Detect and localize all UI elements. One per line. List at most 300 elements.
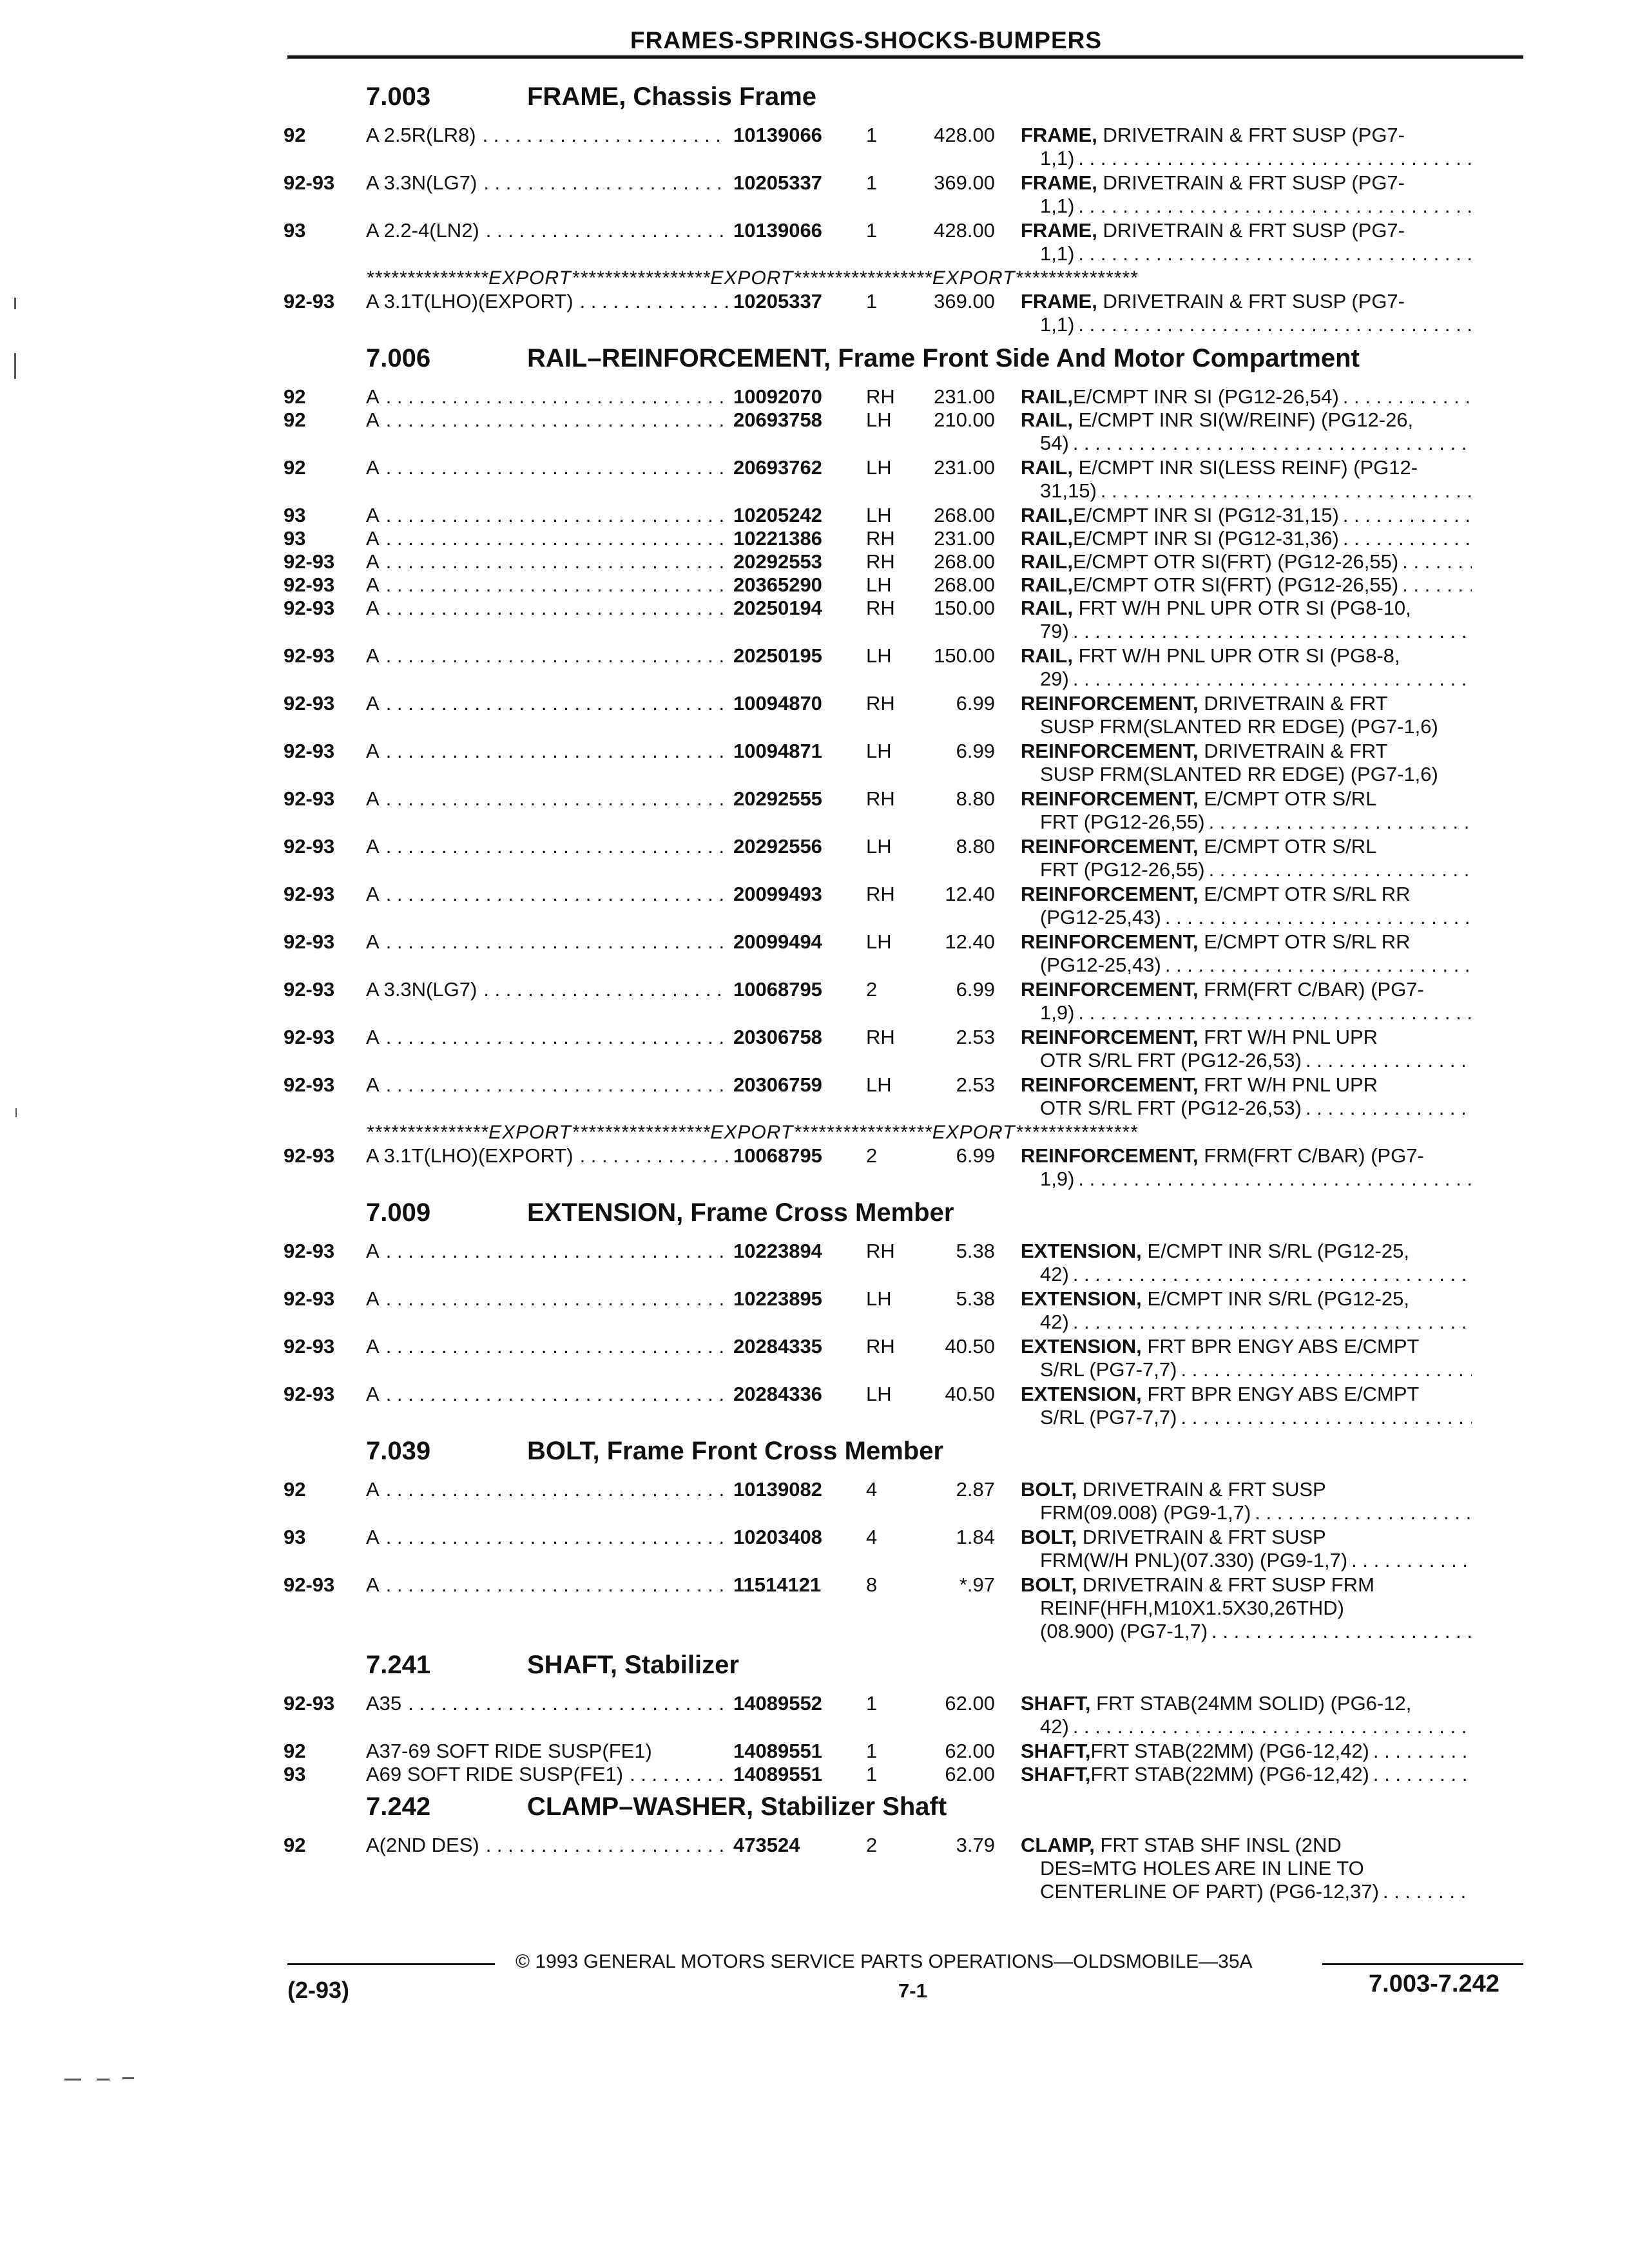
application-text: A (366, 787, 380, 810)
dot-leader (1073, 1311, 1472, 1334)
description-category: BOLT, (1021, 1573, 1077, 1596)
description-category: REINFORCEMENT, (1021, 978, 1199, 1001)
description (995, 597, 1472, 643)
description-text: E/CMPT INR S/RL (PG12-25, (1147, 1287, 1409, 1310)
dot-leader (408, 1692, 728, 1715)
dot-leader (1073, 1263, 1472, 1286)
description-category: REINFORCEMENT, (1021, 930, 1199, 953)
price: 231.00 (934, 527, 995, 550)
description-line (1021, 883, 1472, 906)
model-year: 92-93 (284, 1573, 335, 1596)
part-number: 10139082 (733, 1478, 822, 1501)
description-line (1021, 1001, 1472, 1024)
part-number: 20292553 (733, 550, 822, 573)
application-text: A 2.5R(LR8) (366, 124, 476, 146)
section-header (284, 1192, 1540, 1240)
description-text: REINF(HFH,M10X1.5X30,26THD) (1040, 1597, 1345, 1619)
price: 40.50 (945, 1383, 995, 1405)
description-line (1021, 573, 1472, 597)
description (995, 456, 1472, 503)
description-category: RAIL, (1021, 408, 1073, 431)
description-line (1021, 620, 1472, 643)
application (366, 527, 728, 550)
description-text: 42) (1040, 1263, 1069, 1285)
price: 6.99 (956, 740, 995, 762)
description (995, 787, 1472, 834)
application (366, 1335, 728, 1358)
description (995, 1478, 1472, 1524)
application (366, 1240, 728, 1263)
dot-leader (483, 171, 728, 195)
description-text: E/CMPT OTR SI(FRT) (PG12-26,55) (1072, 573, 1399, 596)
description (995, 171, 1472, 218)
dot-leader (1343, 504, 1472, 527)
description (995, 1026, 1472, 1072)
description-line (1021, 740, 1472, 763)
part-number: 10223894 (733, 1240, 822, 1262)
export-divider: ***************EXPORT*****************EXPORT*****************EXPORT*************** (366, 1122, 1138, 1143)
dot-leader (1078, 242, 1472, 265)
part-row (284, 1763, 1540, 1786)
part-number: 20250195 (733, 644, 822, 667)
description (995, 573, 1472, 597)
application (366, 573, 728, 597)
export-divider: ***************EXPORT*****************EXPORT*****************EXPORT*************** (366, 267, 1138, 289)
dot-leader (1209, 811, 1472, 834)
description-text: FRT (PG12-26,55) (1040, 811, 1205, 833)
description-line (1021, 479, 1472, 503)
model-year: 92-93 (284, 883, 335, 905)
description-category: REINFORCEMENT, (1021, 1144, 1199, 1167)
description-text: 1,1) (1040, 242, 1075, 265)
section-title: CLAMP–WASHER, Stabilizer Shaft (527, 1792, 947, 1821)
quantity: 8 (866, 1573, 878, 1596)
quantity: LH (866, 930, 892, 953)
model-year: 92-93 (284, 290, 335, 312)
application (366, 883, 728, 906)
quantity: 1 (866, 1763, 878, 1785)
part-row (284, 573, 1540, 597)
description-line (1021, 550, 1472, 573)
model-year: 92 (284, 1834, 306, 1856)
quantity: RH (866, 527, 895, 550)
description-text: SUSP FRM(SLANTED RR EDGE) (PG7-1,6) (1040, 715, 1438, 738)
description-line (1021, 763, 1472, 786)
dot-leader (1078, 313, 1472, 336)
application (366, 835, 728, 858)
section-title: BOLT, Frame Front Cross Member (527, 1437, 944, 1465)
price: 2.53 (956, 1073, 995, 1096)
price: 268.00 (934, 504, 995, 526)
description-line (1021, 787, 1472, 811)
part-row (284, 1240, 1540, 1286)
description (995, 1287, 1472, 1334)
part-number: 20693758 (733, 408, 822, 431)
description-category: EXTENSION, (1021, 1287, 1142, 1310)
part-number: 473524 (733, 1834, 800, 1856)
quantity: 1 (866, 171, 878, 194)
price: 2.87 (956, 1478, 995, 1501)
description-line (1021, 313, 1472, 336)
part-row (284, 1573, 1540, 1643)
description-category: RAIL, (1021, 385, 1073, 408)
application-text: A 3.1T(LHO)(EXPORT) (366, 1144, 574, 1167)
quantity: 1 (866, 124, 878, 146)
part-row (284, 1073, 1540, 1120)
description-line (1021, 858, 1472, 881)
description-text: CENTERLINE OF PART) (PG6-12,37) (1040, 1880, 1379, 1903)
dot-leader (630, 1763, 728, 1786)
dot-leader (386, 385, 728, 408)
description-text: 1,9) (1040, 1168, 1075, 1190)
model-year: 92-93 (284, 835, 335, 858)
dot-leader (1343, 527, 1472, 550)
dot-leader (1078, 147, 1472, 170)
dot-leader (1078, 195, 1472, 218)
dot-leader (386, 1026, 728, 1049)
model-year: 92-93 (284, 1144, 335, 1167)
description-text: DRIVETRAIN & FRT (1204, 740, 1388, 762)
description-text: FRT BPR ENGY ABS E/CMPT (1147, 1383, 1420, 1405)
part-number: 20693762 (733, 456, 822, 479)
model-year: 92-93 (284, 692, 335, 715)
description-text: 79) (1040, 620, 1069, 642)
description-text: E/CMPT INR SI (PG12-31,15) (1072, 504, 1339, 526)
application (366, 171, 728, 195)
description-text: DRIVETRAIN & FRT SUSP FRM (1082, 1573, 1374, 1596)
description-text: E/CMPT INR SI (PG12-31,36) (1072, 527, 1339, 550)
price: 428.00 (934, 219, 995, 242)
dot-leader (386, 644, 728, 668)
application-text: A (366, 1240, 380, 1262)
description (995, 1383, 1472, 1429)
dot-leader (386, 1240, 728, 1263)
description-text: DES=MTG HOLES ARE IN LINE TO (1040, 1857, 1364, 1879)
part-row (284, 597, 1540, 643)
part-number: 10068795 (733, 978, 822, 1001)
dot-leader (386, 930, 728, 954)
application-text: A 3.3N(LG7) (366, 978, 477, 1001)
description-text: E/CMPT OTR SI(FRT) (PG12-26,55) (1072, 550, 1399, 573)
price: 8.80 (956, 835, 995, 858)
description-text: 1,1) (1040, 147, 1075, 169)
binding-mark (14, 298, 16, 309)
price: 5.38 (956, 1287, 995, 1310)
description (995, 1073, 1472, 1120)
description-line (1021, 147, 1472, 170)
dot-leader (1343, 385, 1472, 408)
quantity: LH (866, 1073, 892, 1096)
dot-leader (386, 787, 728, 811)
description-text: FRT STAB(22MM) (PG6-12,42) (1090, 1740, 1369, 1762)
description-line (1021, 644, 1472, 668)
quantity: 1 (866, 1740, 878, 1762)
description-line (1021, 219, 1472, 242)
description-text: FRM(FRT C/BAR) (PG7- (1204, 978, 1424, 1001)
description-text: 1,1) (1040, 313, 1075, 336)
dot-leader (1165, 906, 1472, 929)
description-category: REINFORCEMENT, (1021, 835, 1199, 858)
part-number: 10094871 (733, 740, 822, 762)
description (995, 219, 1472, 265)
dot-leader (1351, 1549, 1472, 1572)
description-text: FRT BPR ENGY ABS E/CMPT (1147, 1335, 1420, 1358)
part-number: 20292556 (733, 835, 822, 858)
dot-leader (386, 1287, 728, 1311)
part-row (284, 1834, 1540, 1903)
dot-leader (386, 1335, 728, 1358)
application-text: A (366, 527, 380, 550)
binding-mark (97, 2079, 110, 2081)
model-year: 93 (284, 219, 306, 242)
description-text: FRM(FRT C/BAR) (PG7- (1204, 1144, 1424, 1167)
footer-page-number: 7-1 (898, 1979, 927, 2002)
description-text: SUSP FRM(SLANTED RR EDGE) (PG7-1,6) (1040, 763, 1438, 785)
model-year: 93 (284, 1526, 306, 1548)
parts-list (284, 76, 1540, 1905)
part-number: 10094870 (733, 692, 822, 715)
dot-leader (1181, 1358, 1472, 1381)
binding-mark (122, 2077, 134, 2079)
model-year: 92-93 (284, 1026, 335, 1048)
part-number: 20099494 (733, 930, 822, 953)
quantity: RH (866, 1240, 895, 1262)
description-category: EXTENSION, (1021, 1383, 1142, 1405)
quantity: 2 (866, 978, 878, 1001)
application (366, 787, 728, 811)
description-category: BOLT, (1021, 1478, 1077, 1501)
application (366, 692, 728, 715)
application (366, 1692, 728, 1715)
description-category: REINFORCEMENT, (1021, 883, 1199, 905)
part-row (284, 692, 1540, 738)
description (995, 692, 1472, 738)
part-row (284, 290, 1540, 336)
description-category: FRAME, (1021, 219, 1097, 242)
description-line (1021, 1763, 1472, 1786)
part-row (284, 456, 1540, 503)
description (995, 1834, 1472, 1903)
description-text: DRIVETRAIN & FRT SUSP (PG7- (1103, 290, 1405, 312)
description-line (1021, 290, 1472, 313)
part-row (284, 883, 1540, 929)
dot-leader (483, 978, 728, 1001)
dot-leader (386, 1526, 728, 1549)
description-text: (PG12-25,43) (1040, 906, 1161, 928)
description-text: DRIVETRAIN & FRT SUSP (PG7- (1103, 219, 1405, 242)
description-line (1021, 906, 1472, 929)
description-line (1021, 1026, 1472, 1049)
description (995, 1763, 1472, 1786)
dot-leader (1165, 954, 1472, 977)
section-header (284, 76, 1540, 124)
description-category: REINFORCEMENT, (1021, 1026, 1199, 1048)
dot-leader (386, 597, 728, 620)
quantity: 1 (866, 219, 878, 242)
model-year: 92-93 (284, 171, 335, 194)
part-row (284, 385, 1540, 408)
description-line (1021, 930, 1472, 954)
footer-section-range: 7.003-7.242 (1369, 1970, 1499, 1997)
application (366, 1740, 728, 1763)
quantity: RH (866, 1026, 895, 1048)
description-category: CLAMP, (1021, 1834, 1095, 1856)
description (995, 644, 1472, 691)
description-category: REINFORCEMENT, (1021, 740, 1199, 762)
description-category: REINFORCEMENT, (1021, 787, 1199, 810)
model-year: 93 (284, 504, 306, 526)
description-text: FRT W/H PNL UPR (1204, 1073, 1378, 1096)
model-year: 92-93 (284, 644, 335, 667)
application (366, 290, 728, 313)
dot-leader (386, 1478, 728, 1501)
quantity: 2 (866, 1144, 878, 1167)
application (366, 1526, 728, 1549)
description-text: FRT STAB(24MM SOLID) (PG6-12, (1096, 1692, 1412, 1715)
description-category: FRAME, (1021, 171, 1097, 194)
dot-leader (1073, 668, 1472, 691)
description-category: FRAME, (1021, 124, 1097, 146)
part-row (284, 550, 1540, 573)
description-line (1021, 124, 1472, 147)
description-line (1021, 692, 1472, 715)
description (995, 1240, 1472, 1286)
footer-copyright: © 1993 GENERAL MOTORS SERVICE PARTS OPERATIONS—OLDSMOBILE—35A (516, 1951, 1253, 1972)
application (366, 1573, 728, 1597)
description-category: REINFORCEMENT, (1021, 1073, 1199, 1096)
quantity: RH (866, 692, 895, 715)
application-text: A (366, 692, 380, 715)
section-title: FRAME, Chassis Frame (527, 82, 817, 111)
description-line (1021, 1549, 1472, 1572)
description-text: FRT STAB(22MM) (PG6-12,42) (1090, 1763, 1369, 1785)
model-year: 92-93 (284, 787, 335, 810)
dot-leader (386, 1573, 728, 1597)
application-text: A (366, 385, 380, 408)
section-number: 7.039 (366, 1437, 431, 1465)
model-year: 92-93 (284, 1073, 335, 1096)
description-line (1021, 1097, 1472, 1120)
application-text: A (366, 1526, 380, 1548)
description-line (1021, 1406, 1472, 1429)
description-line (1021, 1501, 1472, 1524)
part-row (284, 1335, 1540, 1381)
description (995, 740, 1472, 786)
part-row (284, 504, 1540, 527)
dot-leader (483, 124, 728, 147)
part-number: 20306758 (733, 1026, 822, 1048)
dot-leader (1383, 1880, 1472, 1903)
part-number: 20284336 (733, 1383, 822, 1405)
description-line (1021, 1857, 1472, 1880)
description-line (1021, 1692, 1472, 1715)
description-category: SHAFT, (1021, 1740, 1091, 1762)
dot-leader (386, 1383, 728, 1406)
quantity: RH (866, 550, 895, 573)
part-row (284, 740, 1540, 786)
footer-rule-right (1322, 1963, 1523, 1965)
application (366, 1383, 728, 1406)
description-text: E/CMPT INR SI (PG12-26,54) (1072, 385, 1339, 408)
description-line (1021, 978, 1472, 1001)
application (366, 1834, 728, 1857)
part-number: 10205337 (733, 171, 822, 194)
description-text: 31,15) (1040, 479, 1097, 502)
quantity: LH (866, 456, 892, 479)
application-text: A (366, 1073, 380, 1096)
part-row (284, 124, 1540, 170)
dot-leader (386, 883, 728, 906)
model-year: 93 (284, 1763, 306, 1785)
model-year: 92-93 (284, 1240, 335, 1262)
price: 428.00 (934, 124, 995, 146)
model-year: 92-93 (284, 1287, 335, 1310)
dot-leader (580, 1144, 728, 1168)
application (366, 1287, 728, 1311)
model-year: 92-93 (284, 740, 335, 762)
description-line (1021, 432, 1472, 455)
part-number: 10205242 (733, 504, 822, 526)
description-category: REINFORCEMENT, (1021, 692, 1199, 715)
description-category: EXTENSION, (1021, 1335, 1142, 1358)
part-row (284, 978, 1540, 1024)
description-line (1021, 668, 1472, 691)
part-number: 10092070 (733, 385, 822, 408)
dot-leader (386, 835, 728, 858)
part-number: 14089552 (733, 1692, 822, 1715)
section-header (284, 1644, 1540, 1692)
part-number: 20284335 (733, 1335, 822, 1358)
quantity: 4 (866, 1526, 878, 1548)
description-text: FRM(09.008) (PG9-1,7) (1040, 1501, 1251, 1524)
description (995, 290, 1472, 336)
application-text: A37-69 SOFT RIDE SUSP(FE1) (366, 1740, 652, 1762)
application-text: A (366, 1478, 380, 1501)
description-text: FRT (PG12-26,55) (1040, 858, 1205, 881)
description (995, 550, 1472, 573)
part-row (284, 1740, 1540, 1763)
application (366, 124, 728, 147)
binding-mark (14, 353, 16, 379)
price: *.97 (959, 1573, 995, 1596)
dot-leader (1373, 1763, 1472, 1786)
application-text: A (366, 644, 380, 667)
part-number: 14089551 (733, 1763, 822, 1785)
price: 5.38 (956, 1240, 995, 1262)
description-text: (PG12-25,43) (1040, 954, 1161, 976)
description-text: 1,9) (1040, 1001, 1075, 1024)
quantity: 1 (866, 290, 878, 312)
description-text: 1,1) (1040, 195, 1075, 217)
description-text: S/RL (PG7-7,7) (1040, 1358, 1177, 1381)
description-category: RAIL, (1021, 597, 1073, 619)
application (366, 1763, 728, 1786)
description-line (1021, 1478, 1472, 1501)
application-text: A (366, 504, 380, 526)
description-line (1021, 835, 1472, 858)
description-line (1021, 1287, 1472, 1311)
application (366, 930, 728, 954)
price: 150.00 (934, 597, 995, 619)
description-line (1021, 1383, 1472, 1406)
description-text: FRT STAB SHF INSL (2ND (1100, 1834, 1342, 1856)
section-title: SHAFT, Stabilizer (527, 1651, 739, 1679)
section-title: RAIL–REINFORCEMENT, Frame Front Side And Motor Compartment (527, 344, 1360, 372)
application-text: A (366, 1573, 380, 1596)
model-year: 92-93 (284, 550, 335, 573)
part-number: 14089551 (733, 1740, 822, 1762)
part-row (284, 787, 1540, 834)
